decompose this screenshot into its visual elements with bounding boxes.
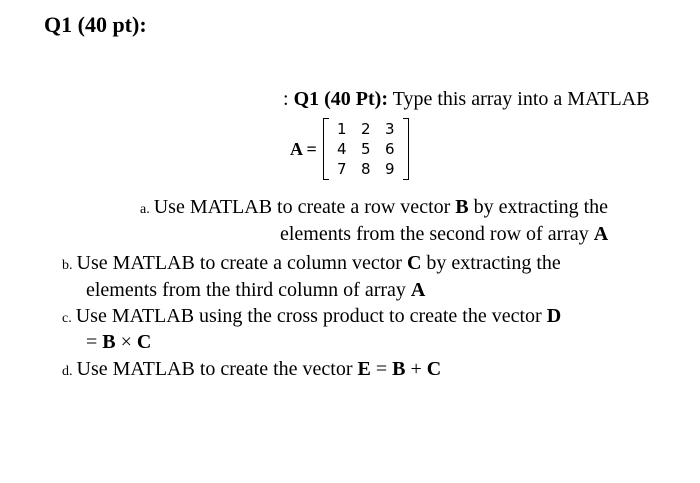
item-bold: C (136, 331, 152, 353)
matrix-cell: 1 (337, 120, 347, 138)
item-c-line2 (86, 331, 151, 354)
item-bold: A (593, 223, 609, 245)
item-bold: D (546, 305, 562, 327)
matrix-cell: 4 (337, 140, 347, 158)
item-text: Use MATLAB to create a column vector (76, 252, 407, 274)
matrix-eq: = (306, 138, 317, 159)
matrix-cell: 3 (385, 120, 395, 138)
item-d-line1 (62, 358, 441, 381)
item-text: by extracting the (421, 252, 561, 274)
item-text: by extracting the (468, 196, 609, 218)
right-bracket (403, 118, 409, 180)
item-a-line2 (280, 223, 608, 246)
item-a-line1 (140, 196, 608, 219)
matrix-grid (329, 119, 403, 179)
matrix-cell: 9 (385, 160, 395, 178)
item-text: elements from the second row of array (280, 223, 594, 245)
item-b-line2 (86, 279, 425, 302)
item-bold: C (426, 358, 442, 380)
item-marker: d. (62, 364, 73, 379)
item-marker: b. (62, 258, 73, 273)
question-intro (283, 88, 650, 111)
item-text: elements from the third column of array (86, 279, 411, 301)
intro-label: Q1 (40 Pt): (293, 88, 388, 110)
item-text: Use MATLAB to create the vector (76, 358, 358, 380)
intro-prefix: : (283, 88, 294, 110)
item-text: = (86, 331, 103, 353)
item-b-line1 (62, 252, 561, 275)
page-title: Q1 (40 pt): (44, 12, 147, 37)
item-marker: c. (62, 311, 72, 326)
item-bold: E (357, 358, 371, 380)
item-bold: B (102, 331, 116, 353)
item-c-line1 (62, 305, 561, 328)
intro-text: Type this array into a MATLAB (387, 88, 650, 110)
item-text: × (115, 331, 137, 353)
item-text: Use MATLAB using the cross product to create the vector (75, 305, 547, 327)
item-text: Use MATLAB to create a row vector (153, 196, 456, 218)
matrix-cell: 7 (337, 160, 347, 178)
matrix-a (290, 118, 409, 180)
matrix-cell: 6 (385, 140, 395, 158)
item-bold: C (406, 252, 422, 274)
item-text: = (370, 358, 393, 380)
item-marker: a. (140, 202, 150, 217)
item-bold: A (410, 279, 426, 301)
item-bold: B (455, 196, 469, 218)
item-text: + (405, 358, 427, 380)
matrix-name: A (290, 138, 303, 159)
matrix-cell: 2 (361, 120, 371, 138)
matrix-cell: 8 (361, 160, 371, 178)
matrix-cell: 5 (361, 140, 371, 158)
item-bold: B (392, 358, 406, 380)
matrix-label (290, 139, 317, 160)
